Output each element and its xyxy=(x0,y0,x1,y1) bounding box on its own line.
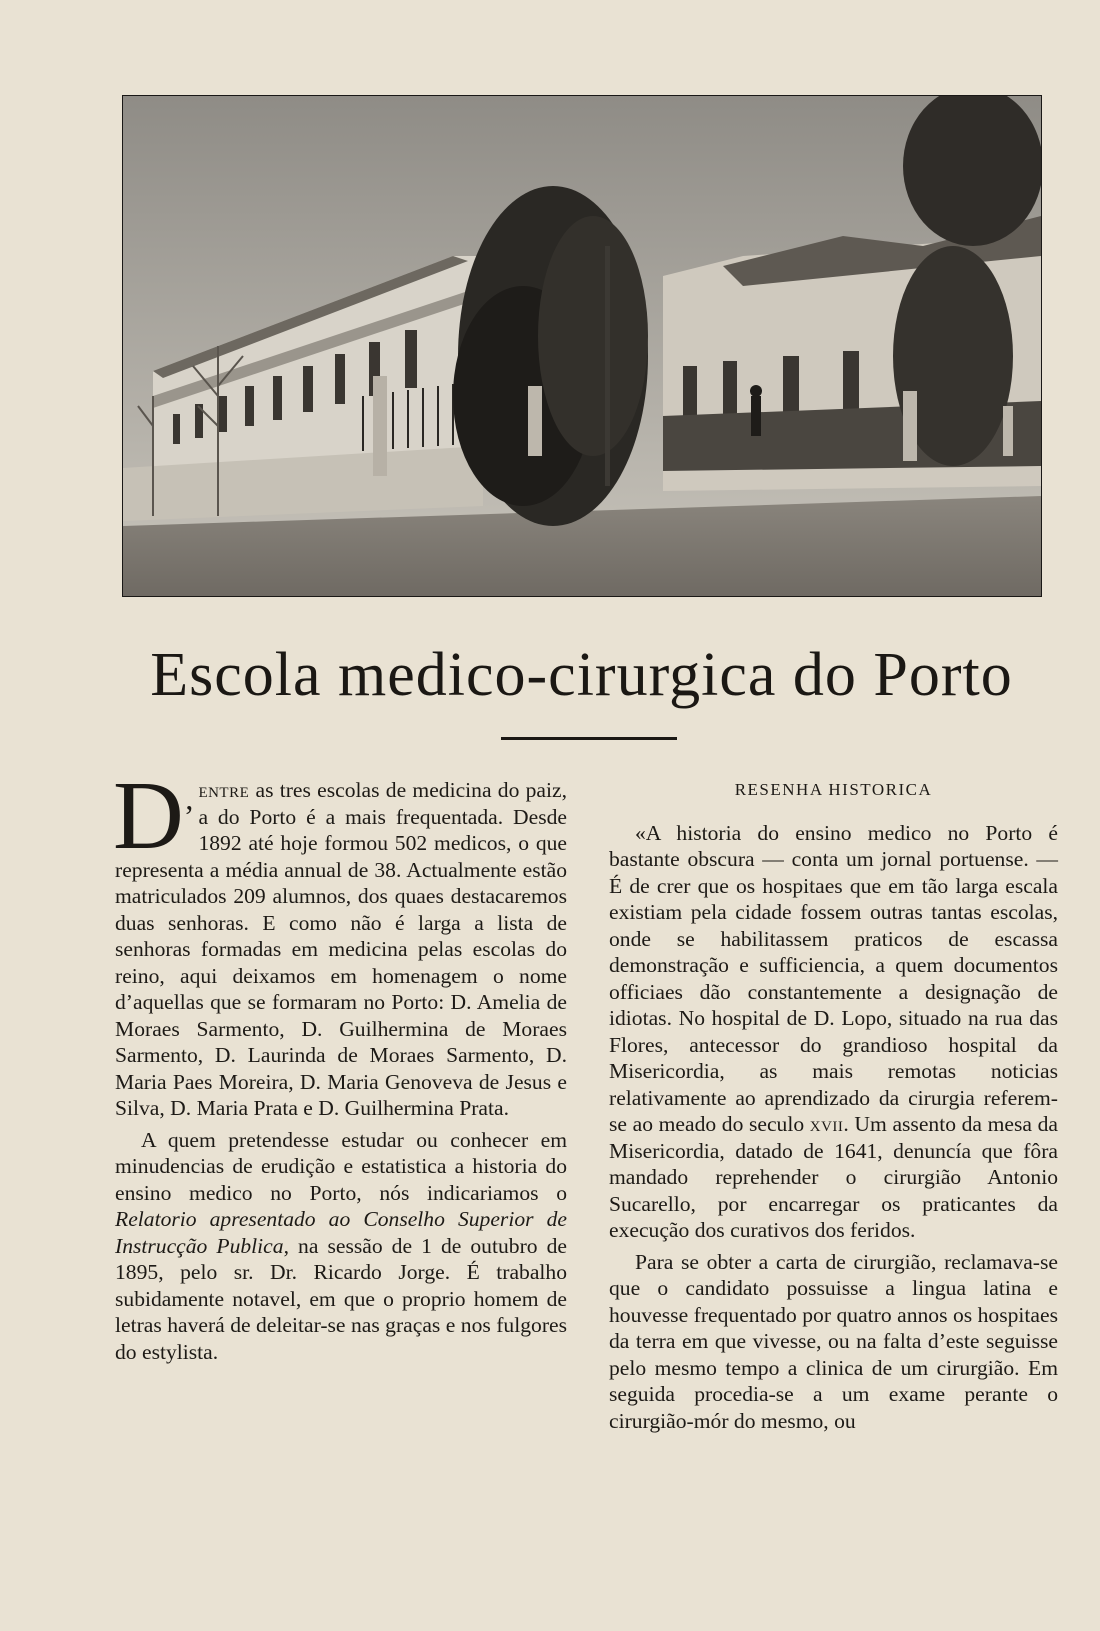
section-heading: RESENHA HISTORICA xyxy=(734,780,933,799)
century-numeral: xvii xyxy=(809,1112,844,1136)
title-divider xyxy=(501,737,677,740)
left-column xyxy=(113,762,567,1365)
report-title: Relatorio apresentado ao Conselho Superior de Instrucção Publica xyxy=(115,1207,567,1258)
building-photograph xyxy=(122,95,1042,597)
right-paragraph-1: «A historia do ensino medico no Porto é bastante obscura — conta um jornal portuense. — É de crer que os hospitaes que em tão larga escala existiam pela cidade fossem outras tantas escolas, onde se habilitassem praticos de escassa demonstração e sufficiencia, a quem documentos officiaes dão constantemente a designação de idiotas. No hospital de D. Lopo, situado na rua das Flores, antecessor do grandioso hospital da Misericordia, as mais remotas noticias relativamente ao aprendizado da cirurgia referem-se ao meado do seculo xvii. Um assento da mesa da Misericordia, datado de 1641, denuncía que fôra mandado reprehender o cirurgião Antonio Sucarello, por encarregar os praticantes da execução dos curativos dos feridos. xyxy=(609,820,1058,1242)
left-paragraph-2: A quem pretendesse estudar ou conhecer em minudencias de erudição e estatistica a historia do ensino medico no Porto, nós indicariamos o Relatorio apresentado ao Conselho Superior de Instrucção Publica, na sessão de 1 de outubro de 1895, pelo sr. Dr. Ricardo Jorge. É trabalho subidamente notavel, em que o proprio homem de letras haverá de deleitar-se nas graças e nos fulgores do estylista. xyxy=(115,1127,567,1364)
photo-illustration xyxy=(123,96,1041,596)
right-paragraph-2: Para se obter a carta de cirurgião, reclamava-se que o candidato possuisse a lingua latina e houvesse frequentado por quatro annos os hospitaes da terra em que vivesse, ou na falta d’este seguisse pelo mesmo tempo a clinica de um cirurgião. Em seguida procedia-se a um exame perante o cirurgião-mór do mesmo, ou xyxy=(609,1249,1058,1433)
article-title: Escola medico-cirurgica do Porto xyxy=(150,641,1013,709)
left-paragraph-1 xyxy=(113,762,567,1122)
lead-smallcaps: entre xyxy=(198,778,250,802)
dropcap: D’ xyxy=(113,762,195,870)
right-column xyxy=(609,777,1058,1434)
left-paragraph-1-text: as tres escolas de medicina do paiz, a do Porto é a mais frequentada. Desde 1892 até hoje formou 502 medicos, o que representa a média annual de 38. Actualmente estão matriculados 209 alumnos, dos quaes destacaremos duas senhoras. E como não é larga a lista de senhoras formadas em medicina pelas escolas do reino, aqui deixamos em homenagem o nome d’aquellas que se formaram no Porto: D. Amelia de Moraes Sarmento, D. Guilhermina de Moraes Sarmento, D. Laurinda de Moraes Sarmento, D. Maria Paes Moreira, D. Maria Genoveva de Jesus e Silva, D. Maria Prata e D. Guilhermina Prata. xyxy=(115,778,567,1120)
